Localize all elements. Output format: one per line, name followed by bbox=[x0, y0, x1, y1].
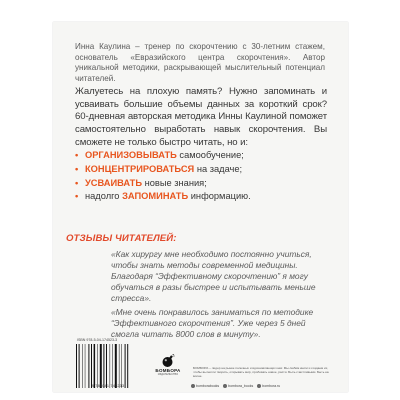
author-bio: Инна Каулина – тренер по скорочтению с 30-летним стажем, основатель «Евразийского центра скорочтения». Автор уникальной методики, раскрывающей мыслительный потенциал читателей. bbox=[75, 42, 325, 84]
publisher-sub: ИЗДАТЕЛЬСТВО bbox=[157, 373, 179, 376]
barcode-number: 9 785041 745233 bbox=[91, 384, 125, 388]
review-quote-2: «Мне очень понравилось заниматься по методике “Эффективного скорочтения”. Уже через 5 дней смогла читать 8000 слов в минуту». bbox=[111, 307, 314, 339]
list-item bbox=[75, 163, 325, 177]
bullet-icon: • bbox=[75, 163, 79, 174]
book-back-cover bbox=[53, 22, 348, 392]
bullet-icon: • bbox=[75, 177, 79, 188]
social-link[interactable]: bombora_books bbox=[223, 384, 253, 388]
list-item bbox=[75, 149, 325, 163]
vk-icon bbox=[191, 384, 195, 388]
benefits-list bbox=[75, 149, 325, 204]
bullet-icon: • bbox=[75, 191, 79, 202]
globe-icon bbox=[257, 384, 261, 388]
isbn-label: ISBN 978-5-04-174523-3 bbox=[77, 338, 118, 342]
list-text: надолго bbox=[85, 191, 123, 202]
review-quote-1: «Как хирургу мне необходимо постоянно учиться, чтобы знать методы современной медицины. Благодаря “Эффективному скорочтению” я могу обучаться в разы быстрее и испытывать меньше стресса». bbox=[111, 249, 316, 303]
list-item bbox=[75, 190, 325, 204]
list-text: информацию. bbox=[188, 191, 251, 202]
list-highlight: ОРГАНИЗОВЫВАТЬ bbox=[85, 150, 177, 160]
list-text: самообучение; bbox=[176, 150, 244, 160]
bullet-icon: • bbox=[75, 150, 79, 160]
reviews-heading: ОТЗЫВЫ ЧИТАТЕЛЕЙ: bbox=[66, 233, 177, 244]
bomb-icon bbox=[161, 354, 175, 368]
list-item bbox=[75, 177, 325, 191]
publisher-name: БОМБОРА bbox=[155, 368, 181, 373]
list-text: на задаче; bbox=[194, 163, 243, 174]
list-highlight: ЗАПОМИНАТЬ bbox=[122, 191, 189, 202]
social-link[interactable]: bombora.ru bbox=[257, 384, 280, 388]
publisher-fine-print: БОМБОРА – лидер на рынке полезных и вдохновляющих книг. Мы любим книги и создаем их, чтобы вы могли творить, открывать мир, пробовать новое, расти. Быть счастливыми. Быть на волне. bbox=[193, 366, 329, 379]
list-highlight: УСВАИВАТЬ bbox=[85, 177, 143, 188]
telegram-icon bbox=[223, 384, 227, 388]
social-links bbox=[191, 384, 336, 388]
list-text: новые знания; bbox=[142, 177, 207, 188]
publisher-logo bbox=[153, 354, 183, 376]
description-paragraph: Жалуетесь на плохую память? Нужно запоминать и усваивать большие объемы данных за короткий срок? 60-дневная авторская методика Инны Каулиной поможет самостоятельно выработать навык скорочтения. Вы сможете не только быстро читать, но и: bbox=[75, 86, 327, 148]
list-highlight: КОНЦЕНТРИРОВАТЬСЯ bbox=[85, 163, 195, 174]
barcode bbox=[75, 344, 141, 388]
social-link[interactable]: bomborabooks bbox=[191, 384, 219, 388]
